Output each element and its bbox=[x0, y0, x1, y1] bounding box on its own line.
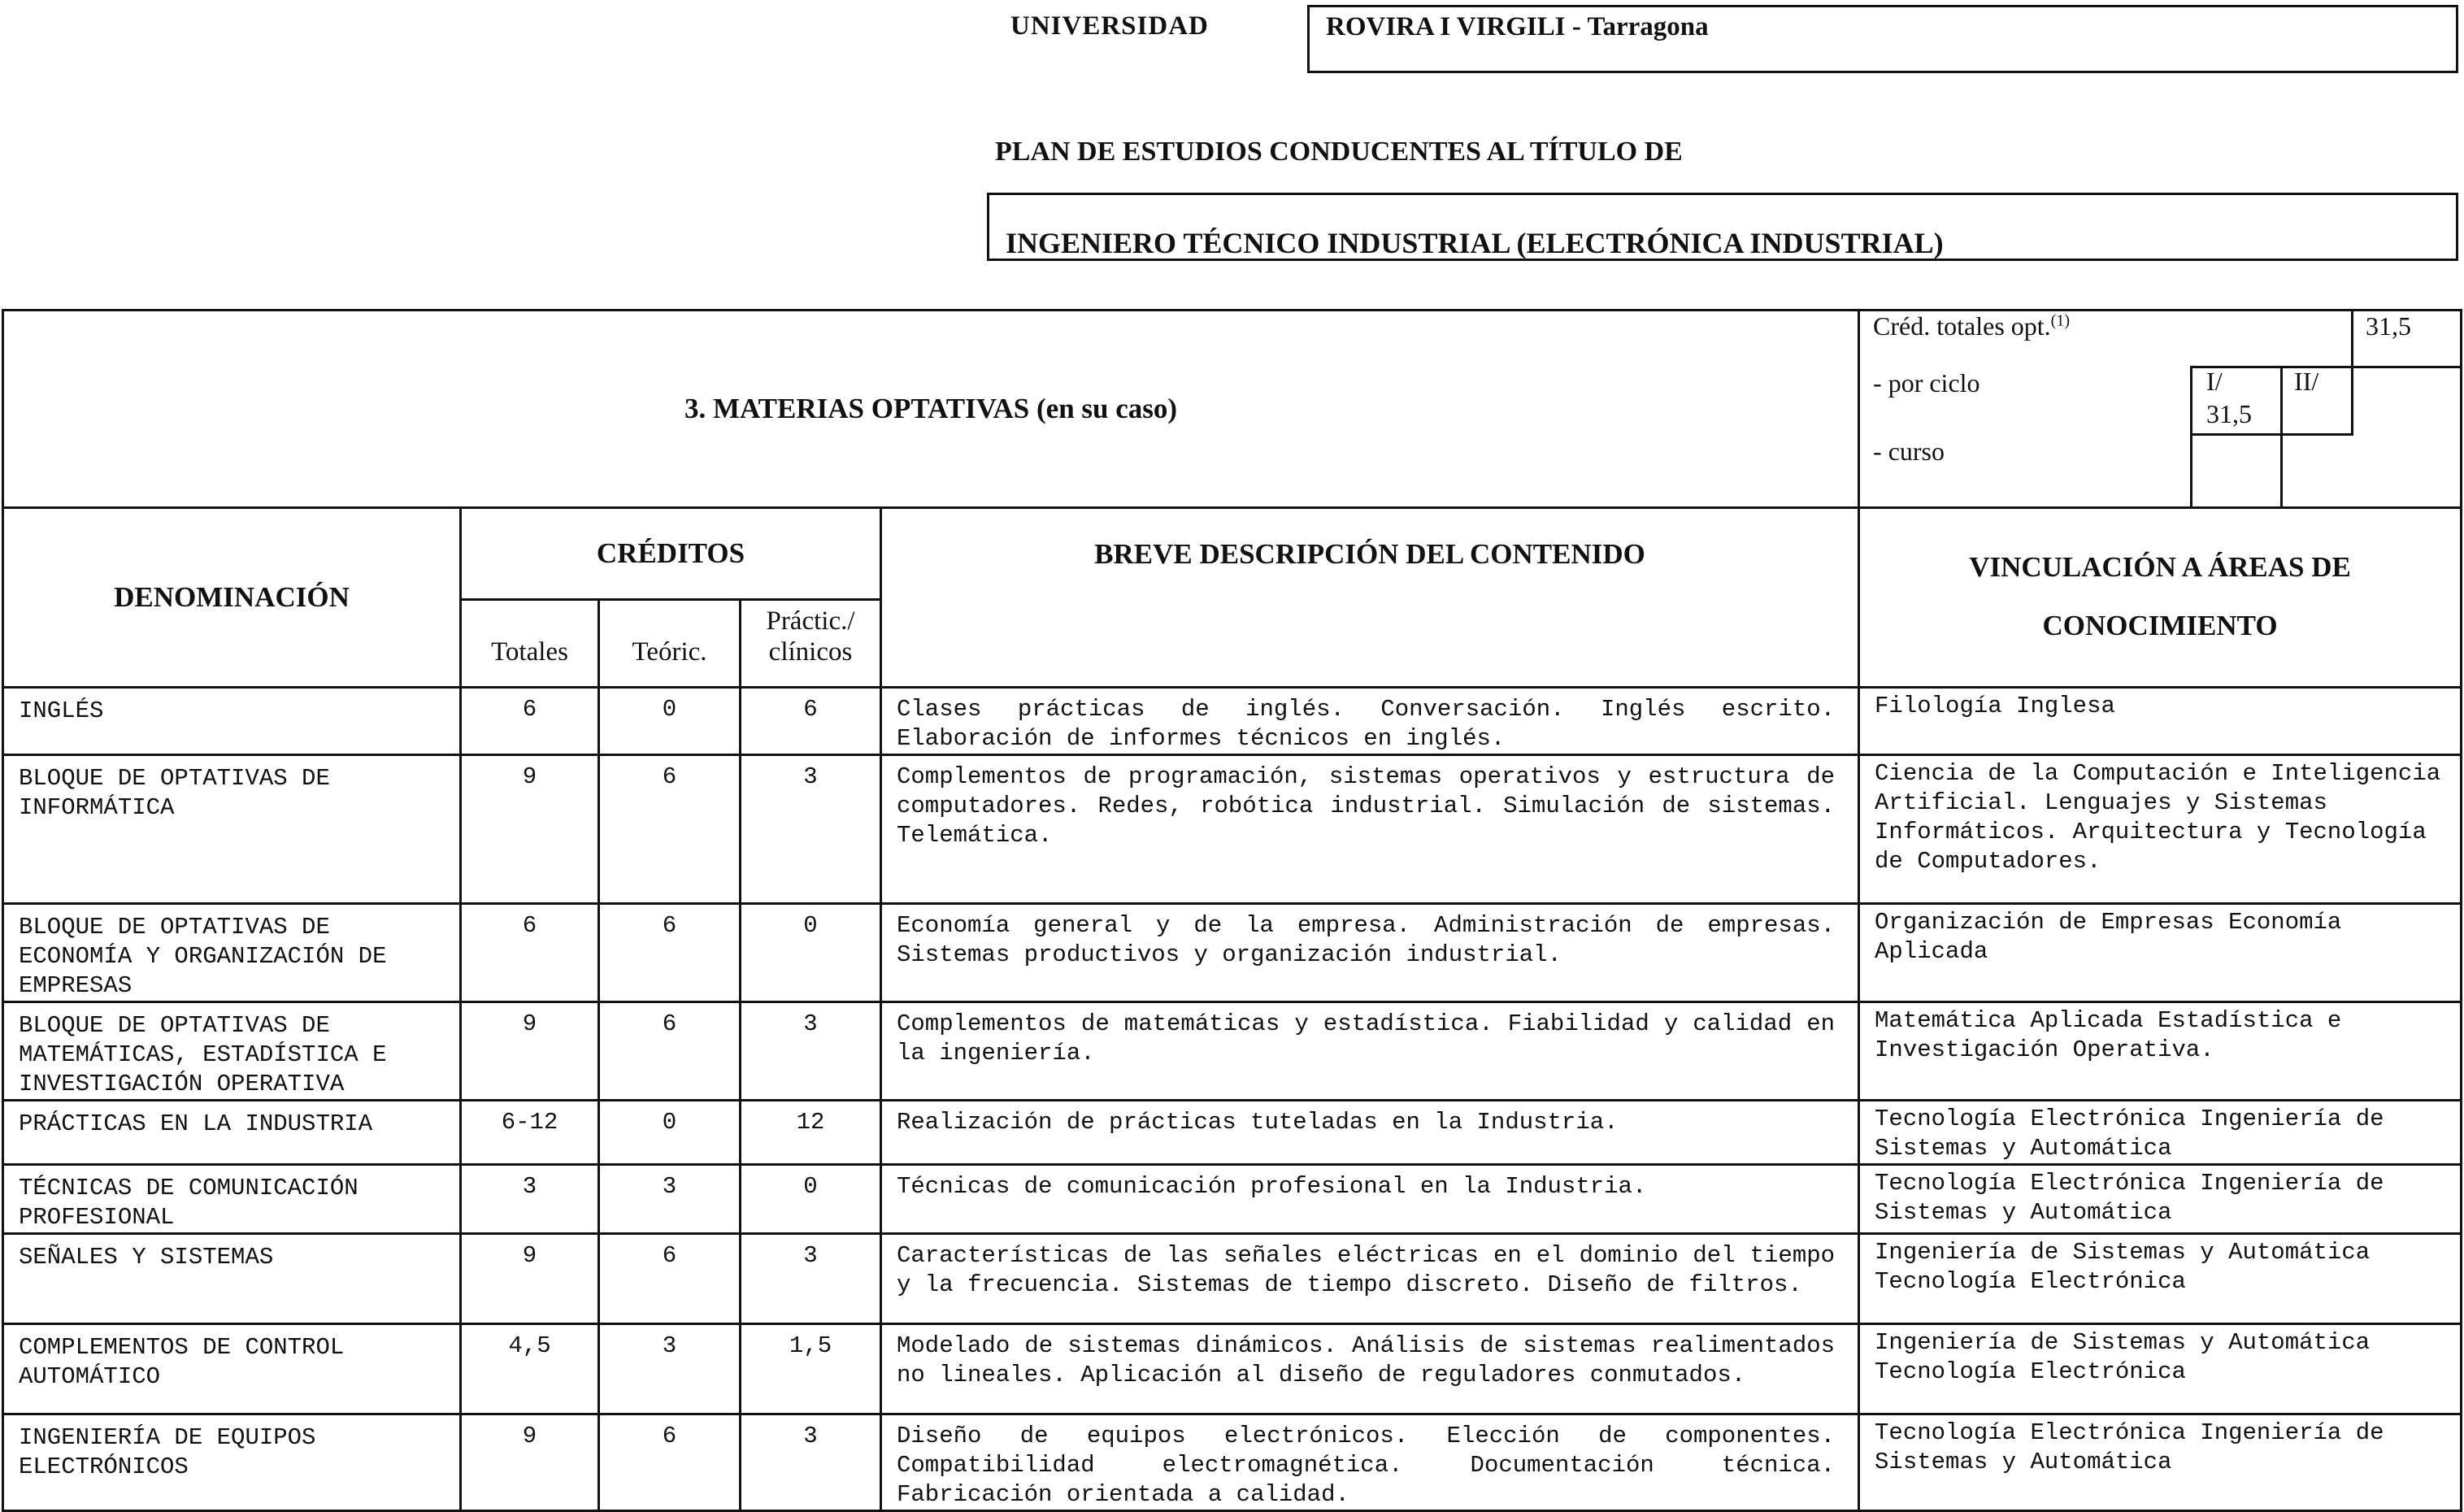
row-descripcion: Características de las señales eléctricas en el dominio del tiempo y la frecuencia. Sistemas de tiempo discreto. Diseño de filtros. bbox=[881, 1234, 1859, 1324]
row-totales: 6-12 bbox=[461, 1101, 599, 1165]
degree-title: INGENIERO TÉCNICO INDUSTRIAL (ELECTRÓNICA INDUSTRIAL) bbox=[1006, 227, 1944, 259]
cycle-I-value: 31,5 bbox=[2206, 399, 2253, 428]
row-totales: 9 bbox=[461, 1414, 599, 1511]
cycle-II-label: II/ bbox=[2294, 367, 2319, 396]
optional-credits-box bbox=[1859, 311, 2462, 508]
per-cycle-label: - por ciclo bbox=[1873, 368, 1980, 398]
row-descripcion: Economía general y de la empresa. Administración de empresas. Sistemas productivos y organización industrial. bbox=[881, 904, 1859, 1002]
row-areas: Tecnología Electrónica Ingeniería de Sistemas y Automática bbox=[1859, 1101, 2462, 1165]
row-teoricos: 3 bbox=[599, 1165, 741, 1234]
row-practicos: 6 bbox=[741, 688, 881, 755]
row-denominacion: INGLÉS bbox=[3, 688, 461, 755]
col-totales: Totales bbox=[461, 600, 599, 688]
university-name-box bbox=[1307, 5, 2458, 73]
row-practicos: 3 bbox=[741, 1234, 881, 1324]
row-descripcion: Clases prácticas de inglés. Conversación. Inglés escrito. Elaboración de informes técnicos en inglés. bbox=[881, 688, 1859, 755]
table-row bbox=[3, 1414, 2462, 1511]
col-vinculacion-line1: VINCULACIÓN A ÁREAS DE bbox=[1969, 551, 2351, 583]
row-descripcion: Técnicas de comunicación profesional en la Industria. bbox=[881, 1165, 1859, 1234]
row-practicos: 0 bbox=[741, 904, 881, 1002]
total-credits-label: Créd. totales opt.$^{(1)}$ bbox=[1873, 311, 2070, 341]
row-totales: 3 bbox=[461, 1165, 599, 1234]
row-practicos: 1,5 bbox=[741, 1324, 881, 1414]
cycle-I-label: I/ bbox=[2206, 367, 2223, 396]
row-denominacion: COMPLEMENTOS DE CONTROL AUTOMÁTICO bbox=[3, 1324, 461, 1414]
row-totales: 6 bbox=[461, 688, 599, 755]
row-descripcion: Complementos de matemáticas y estadística. Fiabilidad y calidad en la ingeniería. bbox=[881, 1002, 1859, 1101]
row-totales: 9 bbox=[461, 755, 599, 904]
row-areas: Ingeniería de Sistemas y Automática Tecnología Electrónica bbox=[1859, 1324, 2462, 1414]
col-practicos: Práctic./ clínicos bbox=[741, 600, 881, 688]
col-descripcion: BREVE DESCRIPCIÓN DEL CONTENIDO bbox=[881, 508, 1859, 688]
row-practicos: 12 bbox=[741, 1101, 881, 1165]
row-teoricos: 0 bbox=[599, 1101, 741, 1165]
row-denominacion: PRÁCTICAS EN LA INDUSTRIA bbox=[3, 1101, 461, 1165]
row-practicos: 0 bbox=[741, 1165, 881, 1234]
total-credits-value: 31,5 bbox=[2366, 311, 2412, 341]
col-vinculacion bbox=[1859, 508, 2462, 688]
row-denominacion: TÉCNICAS DE COMUNICACIÓN PROFESIONAL bbox=[3, 1165, 461, 1234]
degree-title-box bbox=[987, 193, 2458, 261]
row-denominacion: BLOQUE DE OPTATIVAS DE ECONOMÍA Y ORGANIZACIÓN DE EMPRESAS bbox=[3, 904, 461, 1002]
row-areas: Tecnología Electrónica Ingeniería de Sistemas y Automática bbox=[1859, 1414, 2462, 1511]
table-row bbox=[3, 1002, 2462, 1101]
row-practicos: 3 bbox=[741, 755, 881, 904]
row-areas: Ciencia de la Computación e Inteligencia Artificial. Lenguajes y Sistemas Informáticos. Arquitectura y Tecnología de Computadores. bbox=[1859, 755, 2462, 904]
col-denominacion: DENOMINACIÓN bbox=[3, 508, 461, 688]
col-vinculacion-line2: CONOCIMIENTO bbox=[2042, 610, 2278, 641]
row-teoricos: 0 bbox=[599, 688, 741, 755]
table-row bbox=[3, 688, 2462, 755]
university-label: UNIVERSIDAD bbox=[1010, 11, 1209, 41]
row-denominacion: BLOQUE DE OPTATIVAS DE MATEMÁTICAS, ESTADÍSTICA E INVESTIGACIÓN OPERATIVA bbox=[3, 1002, 461, 1101]
row-totales: 4,5 bbox=[461, 1324, 599, 1414]
section-title: 3. MATERIAS OPTATIVAS (en su caso) bbox=[3, 311, 1859, 508]
table-row bbox=[3, 1234, 2462, 1324]
col-teoricos: Teóric. bbox=[599, 600, 741, 688]
row-areas: Organización de Empresas Economía Aplicada bbox=[1859, 904, 2462, 1002]
row-teoricos: 6 bbox=[599, 1414, 741, 1511]
university-name: ROVIRA I VIRGILI - Tarragona bbox=[1326, 12, 1709, 41]
table-row bbox=[3, 1101, 2462, 1165]
row-denominacion: INGENIERÍA DE EQUIPOS ELECTRÓNICOS bbox=[3, 1414, 461, 1511]
row-totales: 9 bbox=[461, 1234, 599, 1324]
row-teoricos: 6 bbox=[599, 1002, 741, 1101]
row-denominacion: BLOQUE DE OPTATIVAS DE INFORMÁTICA bbox=[3, 755, 461, 904]
row-teoricos: 3 bbox=[599, 1324, 741, 1414]
row-descripcion: Complementos de programación, sistemas operativos y estructura de computadores. Redes, robótica industrial. Simulación de sistemas. Telemática. bbox=[881, 755, 1859, 904]
plan-label: PLAN DE ESTUDIOS CONDUCENTES AL TÍTULO DE bbox=[995, 137, 1683, 167]
col-creditos: CRÉDITOS bbox=[461, 508, 881, 600]
course-label: - curso bbox=[1873, 437, 1945, 466]
row-teoricos: 6 bbox=[599, 904, 741, 1002]
table-row bbox=[3, 904, 2462, 1002]
table-row bbox=[3, 1165, 2462, 1234]
optional-subjects-table bbox=[2, 309, 2462, 1512]
row-areas: Ingeniería de Sistemas y Automática Tecnología Electrónica bbox=[1859, 1234, 2462, 1324]
row-descripcion: Modelado de sistemas dinámicos. Análisis de sistemas realimentados no lineales. Aplicación al diseño de reguladores conmutados. bbox=[881, 1324, 1859, 1414]
row-descripcion: Realización de prácticas tuteladas en la Industria. bbox=[881, 1101, 1859, 1165]
row-practicos: 3 bbox=[741, 1002, 881, 1101]
row-teoricos: 6 bbox=[599, 755, 741, 904]
table-row bbox=[3, 1324, 2462, 1414]
row-areas: Tecnología Electrónica Ingeniería de Sistemas y Automática bbox=[1859, 1165, 2462, 1234]
row-areas: Filología Inglesa bbox=[1859, 688, 2462, 755]
row-totales: 9 bbox=[461, 1002, 599, 1101]
row-teoricos: 6 bbox=[599, 1234, 741, 1324]
row-totales: 6 bbox=[461, 904, 599, 1002]
table-row bbox=[3, 755, 2462, 904]
row-denominacion: SEÑALES Y SISTEMAS bbox=[3, 1234, 461, 1324]
row-areas: Matemática Aplicada Estadística e Investigación Operativa. bbox=[1859, 1002, 2462, 1101]
row-descripcion: Diseño de equipos electrónicos. Elección de componentes. Compatibilidad electromagnética. Documentación técnica. Fabricación orientada a calidad. bbox=[881, 1414, 1859, 1511]
row-practicos: 3 bbox=[741, 1414, 881, 1511]
